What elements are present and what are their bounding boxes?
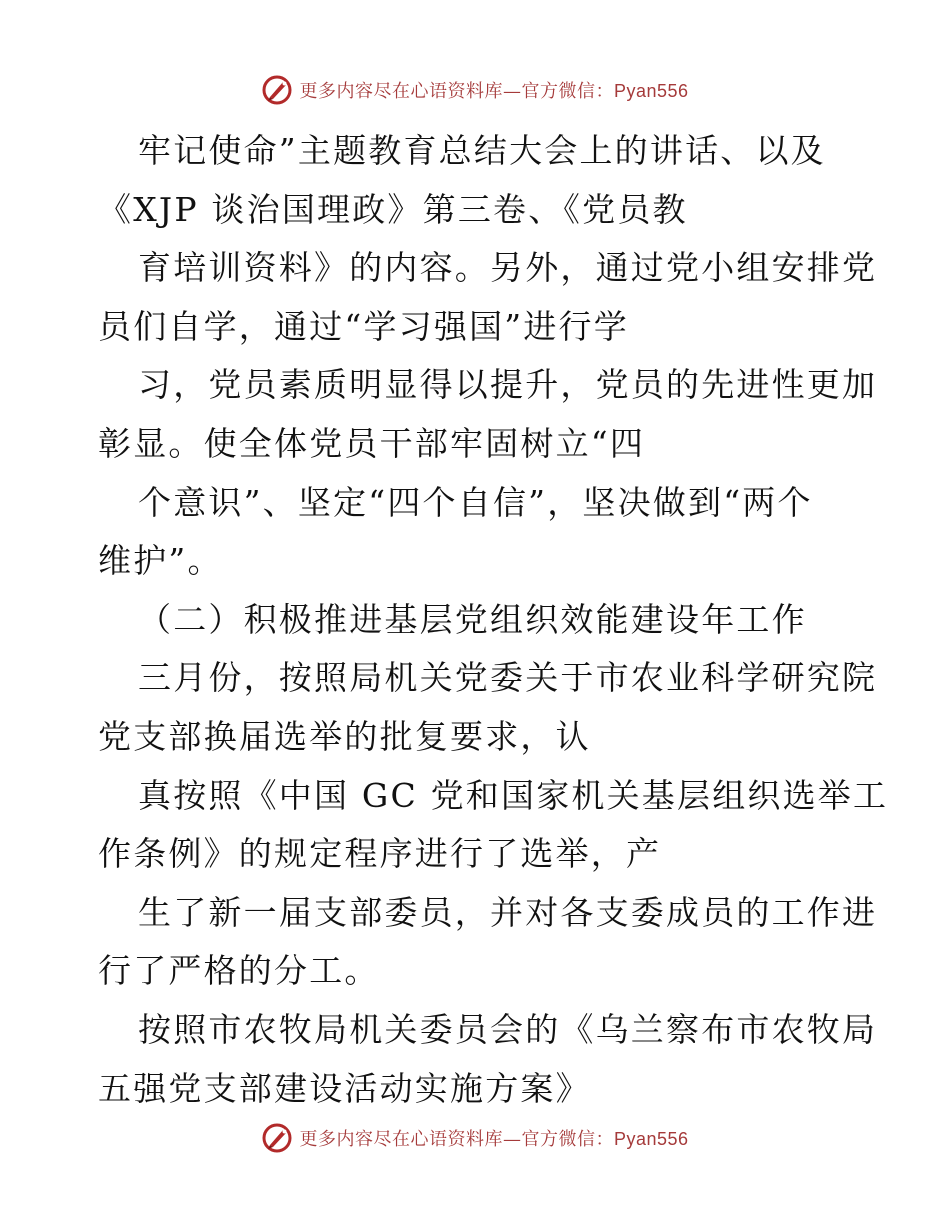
section-heading: （二）积极推进基层党组织效能建设年工作: [138, 599, 807, 639]
text-line: 五强党支部建设活动实施方案》: [98, 1068, 591, 1108]
text-line: 牢记使命”主题教育总结大会上的讲话、以及: [138, 131, 826, 170]
text-line: 生了新一届支部委员，并对各支委成员的工作进: [138, 892, 878, 932]
document-body: [98, 122, 889, 1118]
text-line: 个意识”、坚定“四个自信”，坚决做到“两个: [138, 482, 813, 522]
text-line: 党支部换届选举的批复要求，认: [98, 716, 591, 756]
quill-logo-icon: [261, 74, 293, 106]
text-line: 维护”。: [98, 541, 223, 581]
text-line: 彰显。使全体党员干部牢固树立“四: [98, 423, 646, 463]
watermark-text: 更多内容尽在心语资料库—官方微信：Pyan556: [299, 81, 689, 102]
text-line: 按照市农牧局机关委员会的《乌兰察布市农牧局: [138, 1009, 878, 1049]
text-line: 三月份，按照局机关党委关于市农业科学研究院: [138, 658, 878, 698]
text-line: 员们自学，通过“学习强国”进行学: [98, 306, 629, 346]
text-line: 行了严格的分工。: [98, 951, 380, 991]
text-line: 习，党员素质明显得以提升，党员的先进性更加: [138, 365, 878, 405]
text-line: 《XJP 谈治国理政》第三卷、《党员教: [98, 189, 688, 229]
wechat-id: Pyan556: [613, 81, 689, 101]
wechat-id: Pyan556: [613, 1129, 689, 1149]
watermark-text: 更多内容尽在心语资料库—官方微信：Pyan556: [299, 1129, 689, 1150]
footer-watermark: [0, 1118, 950, 1158]
text-line: 育培训资料》的内容。另外，通过党小组安排党: [138, 248, 878, 288]
header-watermark: [0, 70, 950, 110]
quill-logo-icon: [261, 1122, 293, 1154]
text-line: 作条例》的规定程序进行了选举，产: [98, 834, 662, 874]
text-line: 真按照《中国 GC 党和国家机关基层组织选举工: [138, 775, 889, 815]
